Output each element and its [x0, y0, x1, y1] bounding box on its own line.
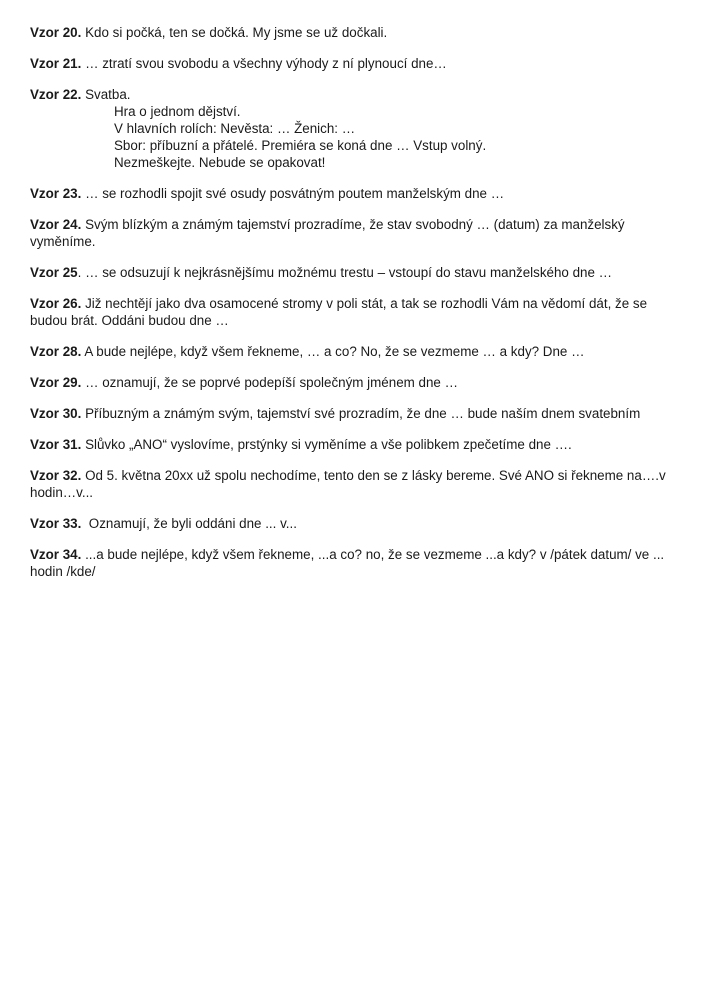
entry-label: Vzor 23.: [30, 186, 82, 201]
entry-vzor-24: [30, 216, 680, 250]
document-page: [30, 24, 680, 594]
entry-label: Vzor 30.: [30, 406, 82, 421]
entry-text: … ztratí svou svobodu a všechny výhody z ní plynoucí dne…: [81, 56, 447, 71]
entry-vzor-34: [30, 546, 680, 580]
entry-label: Vzor 22.: [30, 87, 82, 102]
entry-first-line: [30, 86, 680, 103]
entry-vzor-33: [30, 515, 680, 532]
entry-vzor-23: [30, 185, 680, 202]
entry-vzor-32: [30, 467, 680, 501]
entry-text: Slůvko „ANO“ vyslovíme, prstýnky si vyměníme a vše polibkem zpečetíme dne ….: [81, 437, 572, 452]
entry-vzor-31: [30, 436, 680, 453]
entry-text: Svatba.: [81, 87, 131, 102]
entry-text: Od 5. května 20xx už spolu nechodíme, tento den se z lásky bereme. Své ANO si řekneme na….v hodin…v...: [30, 468, 666, 500]
entry-label: Vzor 20.: [30, 25, 82, 40]
entry-vzor-26: [30, 295, 680, 329]
entry-vzor-29: [30, 374, 680, 391]
entry-label: Vzor 26.: [30, 296, 82, 311]
entry-sub-line: Sbor: příbuzní a přátelé. Premiéra se koná dne … Vstup volný.: [114, 138, 487, 153]
entry-text: ...a bude nejlépe, když všem řekneme, ...a co? no, že se vezmeme ...a kdy? v /pátek datum/ ve ... hodin /kde/: [30, 547, 665, 579]
entry-sub-line: Nezmeškejte. Nebude se opakovat!: [114, 155, 326, 170]
entry-vzor-30: [30, 405, 680, 422]
entry-vzor-28: [30, 343, 680, 360]
entry-label: Vzor 32.: [30, 468, 82, 483]
entry-sub-line: V hlavních rolích: Nevěsta: … Ženich: …: [114, 121, 356, 136]
entry-label: Vzor 34.: [30, 547, 82, 562]
entry-text: Svým blízkým a známým tajemství prozradíme, že stav svobodný … (datum) za manželský vyměníme.: [30, 217, 625, 249]
entry-text: Již nechtějí jako dva osamocené stromy v poli stát, a tak se rozhodli Vám na vědomí dát, že se budou brát. Oddáni budou dne …: [30, 296, 648, 328]
entry-label: Vzor 28.: [30, 344, 82, 359]
entry-text: A bude nejlépe, když všem řekneme, … a co? No, že se vezmeme … a kdy? Dne …: [81, 344, 585, 359]
entry-label: Vzor 31.: [30, 437, 82, 452]
entry-label: Vzor 21.: [30, 56, 82, 71]
entry-text: . … se odsuzují k nejkrásnějšímu možnému trestu – vstoupí do stavu manželského dne …: [77, 265, 613, 280]
entry-vzor-22: [30, 86, 680, 171]
entry-vzor-21: [30, 55, 680, 72]
entry-label: Vzor 29.: [30, 375, 82, 390]
entry-label: Vzor 33.: [30, 516, 82, 531]
entry-text: … se rozhodli spojit své osudy posvátným poutem manželským dne …: [81, 186, 505, 201]
entry-label: Vzor 24.: [30, 217, 82, 232]
entry-vzor-25: [30, 264, 680, 281]
entry-sub-line: Hra o jednom dějství.: [114, 104, 241, 119]
entry-vzor-20: [30, 24, 680, 41]
entry-text: Oznamují, že byli oddáni dne ... v...: [81, 516, 297, 531]
entry-text: Příbuzným a známým svým, tajemství své prozradím, že dne … bude naším dnem svatebním: [81, 406, 641, 421]
entry-text: Kdo si počká, ten se dočká. My jsme se už dočkali.: [81, 25, 388, 40]
entry-text: … oznamují, že se poprvé podepíší společným jménem dne …: [81, 375, 458, 390]
entry-label: Vzor 25: [30, 265, 78, 280]
